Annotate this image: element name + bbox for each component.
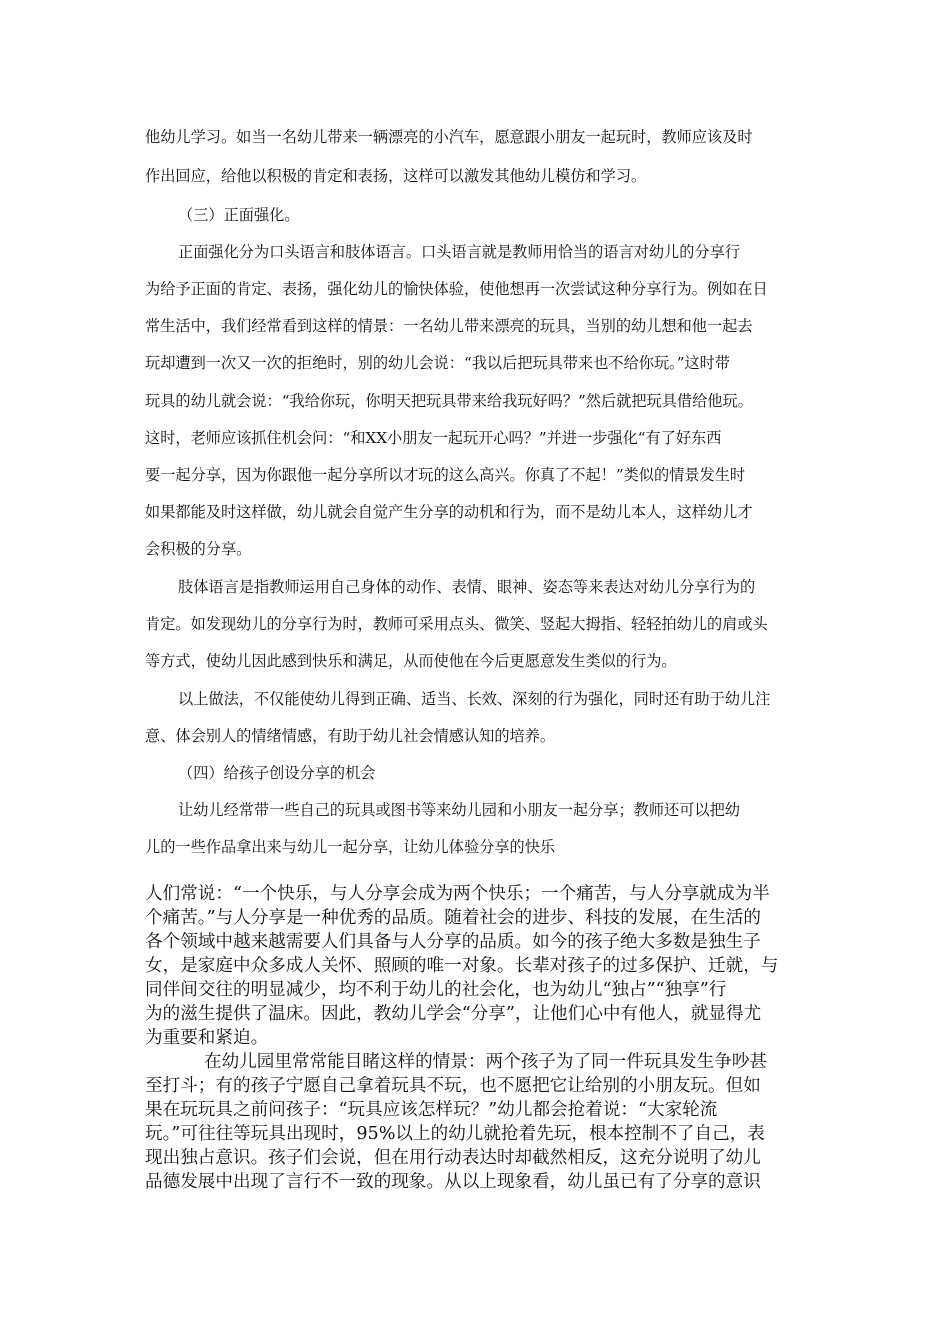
paragraph-line: 为重要和紧迫。: [145, 1028, 269, 1048]
paragraph-line: 玩具的幼儿就会说：“我给你玩，你明天把玩具带来给我玩好吗？”然后就把玩具借给他玩。: [145, 392, 753, 410]
paragraph-line: 正面强化分为口头语言和肢体语言。口头语言就是教师用恰当的语言对幼儿的分享行: [178, 243, 740, 261]
paragraph-line: 玩。”可往往等玩具出现时，95%以上的幼儿就抢着先玩，根本控制不了自己，表: [145, 1124, 765, 1144]
paragraph-line: 会积极的分享。: [145, 540, 252, 558]
paragraph-line: 各个领域中越来越需要人们具备与人分享的品质。如今的孩子绝大多数是独生子: [145, 932, 761, 952]
paragraph-line: 人们常说：“一个快乐，与人分享会成为两个快乐；一个痛苦，与人分享就成为半: [145, 884, 770, 904]
paragraph-line: 等方式，使幼儿因此感到快乐和满足，从而使他在今后更愿意发生类似的行为。: [145, 652, 677, 670]
paragraph-line: 意、体会别人的情绪情感，有助于幼儿社会情感认知的培养。: [145, 727, 556, 745]
paragraph-line: 同伴间交往的明显减少，均不利于幼儿的社会化，也为幼儿“独占”“独享”行: [145, 980, 727, 1000]
paragraph-line: 他幼儿学习。如当一名幼儿带来一辆漂亮的小汽车，愿意跟小朋友一起玩时，教师应该及时: [145, 128, 753, 146]
paragraph-line: 要一起分享，因为你跟他一起分享所以才玩的这么高兴。你真了不起！”类似的情景发生时: [145, 466, 746, 484]
paragraph-line: 现出独占意识。孩子们会说，但在用行动表达时却截然相反，这充分说明了幼儿: [145, 1148, 761, 1168]
paragraph-line: 如果都能及时这样做，幼儿就会自觉产生分享的动机和行为，而不是幼儿本人，这样幼儿才: [145, 503, 753, 521]
paragraph-line: 果在玩玩具之前问孩子：“玩具应该怎样玩？”幼儿都会抢着说：“大家轮流: [145, 1100, 718, 1120]
paragraph-line: 玩却遭到一次又一次的拒绝时，别的幼儿会说：“我以后把玩具带来也不给你玩。”这时带: [145, 354, 731, 372]
paragraph-line: 让幼儿经常带一些自己的玩具或图书等来幼儿园和小朋友一起分享；教师还可以把幼: [178, 801, 740, 819]
paragraph-line: 儿的一些作品拿出来与幼儿一起分享，让幼儿体验分享的快乐: [145, 838, 556, 856]
paragraph-line: 女，是家庭中众多成人关怀、照顾的唯一对象。长辈对孩子的过多保护、迁就，与: [145, 956, 779, 976]
paragraph-line: 作出回应，给他以积极的肯定和表扬，这样可以激发其他幼儿模仿和学习。: [145, 167, 647, 185]
paragraph-line: 以上做法，不仅能使幼儿得到正确、适当、长效、深刻的行为强化，同时还有助于幼儿注: [178, 690, 771, 708]
paragraph-line: 肢体语言是指教师运用自己身体的动作、表情、眼神、姿态等来表达对幼儿分享行为的: [178, 578, 756, 596]
paragraph-line: 为给予正面的肯定、表扬，强化幼儿的愉快体验，使他想再一次尝试这种分享行为。例如在日: [145, 280, 768, 298]
paragraph-line: 这时，老师应该抓住机会问：“和XX小朋友一起玩开心吗？”并进一步强化“有了好东西: [145, 429, 722, 447]
paragraph-line: 至打斗；有的孩子宁愿自己拿着玩具不玩，也不愿把它让给别的小朋友玩。但如: [145, 1076, 761, 1096]
section-heading: （四）给孩子创设分享的机会: [178, 764, 376, 782]
paragraph-line: 品德发展中出现了言行不一致的现象。从以上现象看，幼儿虽已有了分享的意识: [145, 1172, 761, 1192]
section-heading: （三）正面强化。: [178, 206, 300, 224]
paragraph-line: 常生活中，我们经常看到这样的情景：一名幼儿带来漂亮的玩具，当别的幼儿想和他一起去: [145, 317, 753, 335]
paragraph-line: 在幼儿园里常常能目睹这样的情景：两个孩子为了同一件玩具发生争吵甚: [204, 1052, 768, 1072]
paragraph-line: 个痛苦。”与人分享是一种优秀的品质。随着社会的进步、科技的发展，在生活的: [145, 908, 761, 928]
paragraph-line: 肯定。如发现幼儿的分享行为时，教师可采用点头、微笑、竖起大拇指、轻轻拍幼儿的肩或头: [145, 615, 768, 633]
paragraph-line: 为的滋生提供了温床。因此，教幼儿学会“分享”，让他们心中有他人，就显得尤: [145, 1004, 762, 1024]
